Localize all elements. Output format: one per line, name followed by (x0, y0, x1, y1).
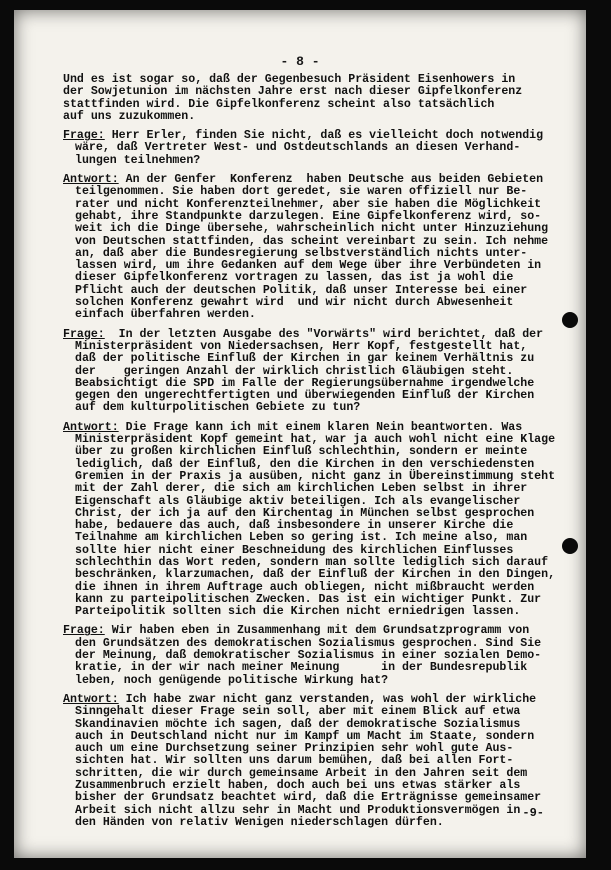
speaker-label: Antwort: (63, 420, 119, 434)
line-text: Sinngehalt dieser Frage sein soll, aber mit einem Blick auf etwa (75, 705, 521, 719)
text-paragraph (63, 74, 563, 123)
line-text: den Händen von relativ Wenigen niederschlagen dürfen. (75, 815, 444, 829)
answer-paragraph (63, 694, 563, 829)
line-text: einfach überfahren werden. (75, 308, 256, 322)
line-text: Gremien in der Praxis ja ausüben, nicht ganz in Übereinstimmung steht (75, 469, 556, 483)
line-text: Wir haben eben in Zusammenhang mit dem Grundsatzprogramm von (104, 624, 530, 638)
line-text: schlechthin das Wort reden, sondern man sollte lediglich sich darauf (75, 555, 549, 569)
question-paragraph (63, 130, 563, 167)
line-text: die ihnen in ihrem Auftrage auch obliegen, nicht mißbraucht werden (75, 580, 535, 594)
question-paragraph (63, 329, 563, 415)
line-text: stattfinden wird. Die Gipfelkonferenz scheint also tatsächlich (63, 97, 495, 111)
line-text: auch in Deutschland nicht nur im Kampf um Macht im Staate, sondern (75, 729, 535, 743)
line-text: solchen Konferenz gewahrt wird und wir nicht durch Abwesenheit (75, 296, 514, 310)
line-text: Teilnahme am kirchlichen Leben so gering ist. Ich meine also, man (75, 531, 528, 545)
line-text: dieser Gipfelkonferenz vortragen zu lassen, das ist ja wohl die (75, 271, 514, 285)
line-text: von Deutschen stattfinden, das scheint vereinbart zu sein. Ich nehme (75, 234, 549, 248)
line-text: Die Frage kann ich mit einem klaren Nein beantworten. Was (118, 420, 523, 434)
line-text: Ministerpräsident von Niedersachsen, Herr Kopf, festgestellt hat, (75, 339, 528, 353)
line-text: auch um eine Durchsetzung seiner Prinzipien sehr wohl gute Aus- (75, 742, 514, 756)
speaker-label: Frage: (63, 129, 105, 143)
page-number: - 8 - (280, 54, 320, 69)
line-text: gegen den ungerechtfertigten und überwiegenden Einfluß der Kirchen (75, 389, 535, 403)
line-text: an, daß aber die Bundesregierung selbstverständlich nichts unter- (75, 246, 528, 260)
text-line (63, 111, 563, 123)
text-line (63, 817, 563, 829)
line-text: kratie, in der wir nach meiner Meinung in der Bundesrepublik (75, 661, 528, 675)
line-text: Und es ist sogar so, daß der Gegenbesuch Präsident Eisenhowers in (63, 73, 516, 86)
punch-hole (562, 312, 578, 328)
line-text: der Sowjetunion im nächsten Jahre erst nach dieser Gipfelkonferenz (63, 85, 523, 99)
next-page-marker: -9- (522, 806, 544, 820)
line-text: schritten, die wir durch gemeinsame Arbeit in den Jahren seit dem (75, 766, 528, 780)
line-text: weit ich die Dinge übersehe, wahrscheinlich nicht unter Hinzuziehung (75, 222, 549, 236)
line-text: An der Genfer Konferenz haben Deutsche aus beiden Gebieten (118, 173, 544, 187)
speaker-label: Frage: (63, 624, 105, 638)
line-text: Beabsichtigt die SPD im Falle der Regierungsübernahme irgendwelche (75, 376, 535, 390)
line-text: lassen wird, um ihre Gedanken auf dem Wege über ihre Verbündeten in (75, 259, 542, 273)
line-text: Ich habe zwar nicht ganz verstanden, was wohl der wirkliche (118, 692, 537, 706)
line-text: Christ, der ich ja auf den Kirchentag in München selbst gesprochen (75, 506, 535, 520)
line-text: rater und nicht Konferenzteilnehmer, aber sie haben die Möglichkeit (75, 197, 542, 211)
speaker-label: Antwort: (63, 692, 119, 706)
line-text: lungen teilnehmen? (75, 153, 201, 167)
line-text: teilgenommen. Sie haben dort geredet, sie waren offiziell nur Be- (75, 185, 528, 199)
line-text: wäre, daß Vertreter West- und Ostdeutschlands an diesen Verhand- (75, 141, 521, 155)
line-text: Arbeit sich nicht allzu sehr in Macht und Produktionsvermögen in (75, 803, 521, 817)
line-text: Ministerpräsident Kopf gemeint hat, war ja auch wohl nicht eine Klage (75, 433, 556, 447)
line-text: den Grundsätzen des demokratischen Sozialismus gesprochen. Sind Sie (75, 636, 542, 650)
line-text: auf uns zuzukommen. (63, 109, 196, 123)
line-text: bisher der Grundsatz beachtet wird, daß die Erträgnisse gemeinsamer (75, 791, 542, 805)
text-line (63, 155, 563, 167)
line-text: daß der politische Einfluß der Kirchen in gar keinem Verhältnis zu (75, 352, 535, 366)
line-text: über zu großen kirchlichen Einfluß schlechthin, sondern er meinte (75, 445, 528, 459)
line-text: habe, bedauere das auch, daß insbesondere in unserer Kirche die (75, 519, 514, 533)
text-line (63, 402, 563, 414)
line-text: der geringen Anzahl der wirklich christlich Gläubigen steht. (75, 364, 514, 378)
text-line (63, 309, 563, 321)
line-text: kann zu parteipolitischen Zwecken. Das ist ein wichtiger Punkt. Zur (75, 592, 542, 606)
document-body (63, 74, 563, 836)
answer-paragraph (63, 174, 563, 322)
line-text: Herr Erler, finden Sie nicht, daß es vielleicht doch notwendig (104, 129, 544, 143)
line-text: Parteipolitik sollten sich die Kirchen nicht erniedrigen lassen. (75, 605, 521, 619)
text-line (63, 606, 563, 618)
speaker-label: Antwort: (63, 173, 119, 187)
line-text: Pflicht auch der deutschen Politik, daß unser Interesse bei einer (75, 283, 528, 297)
speaker-label: Frage: (63, 327, 105, 341)
line-text: Zusammenbruch erzielt haben, doch auch bei uns etwas stärker als (75, 779, 521, 793)
line-text: Skandinavien möchte ich sagen, daß der demokratische Sozialismus (75, 717, 521, 731)
line-text: In der letzten Ausgabe des "Vorwärts" wird berichtet, daß der (104, 327, 544, 341)
line-text: sichten hat. Wir sollten uns darum bemühen, daß bei allen Fort- (75, 754, 514, 768)
punch-hole (562, 538, 578, 554)
line-text: leben, noch genügende politische Wirkung hat? (75, 673, 389, 687)
document-page (14, 10, 586, 858)
answer-paragraph (63, 422, 563, 619)
question-paragraph (63, 625, 563, 686)
line-text: gehabt, ihre Standpunkte darzulegen. Eine Gipfelkonferenz wird, so- (75, 209, 542, 223)
text-line (63, 675, 563, 687)
line-text: der Meinung, daß demokratischer Sozialismus in einer sozialen Demo- (75, 649, 542, 663)
line-text: Eigenschaft als Gläubige aktiv beteiligen. Ich als evangelischer (75, 494, 521, 508)
line-text: lediglich, daß der Einfluß, den die Kirchen in den verschiedensten (75, 457, 535, 471)
line-text: auf dem kulturpolitischen Gebiete zu tun? (75, 401, 361, 415)
line-text: sollte hier nicht einer Beschneidung des kirchlichen Einflusses (75, 543, 514, 557)
line-text: mit der Zahl derer, die sich am kirchlichen Leben selbst in ihrer (75, 482, 528, 496)
line-text: beschränken, klarzumachen, daß der Einfluß der Kirchen in den Dingen, (75, 568, 556, 582)
